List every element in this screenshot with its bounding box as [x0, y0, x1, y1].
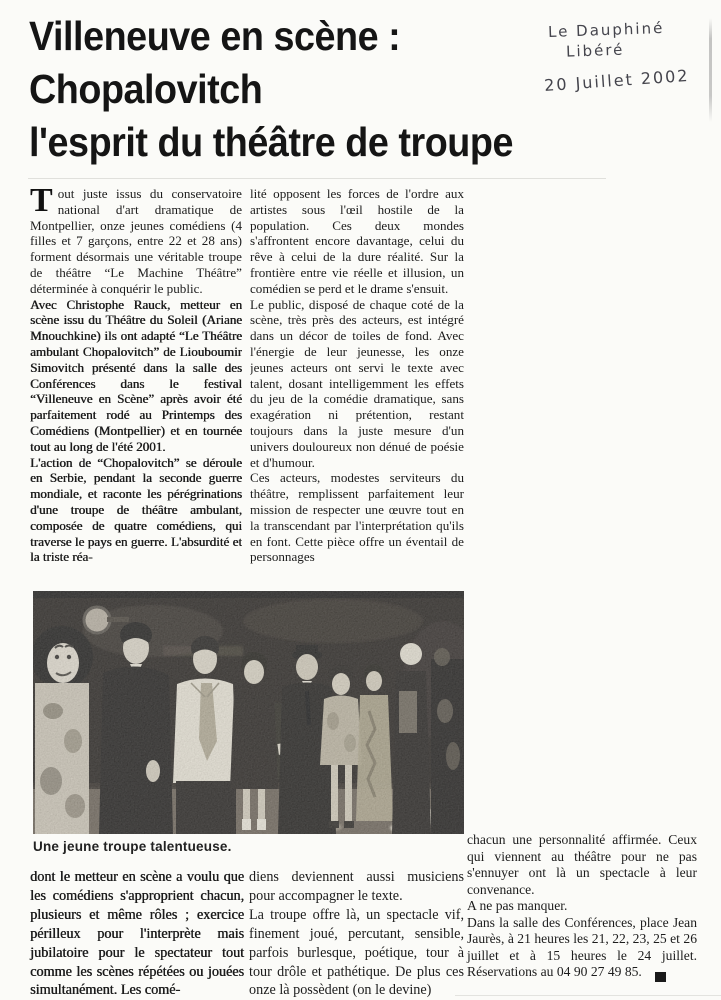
handwritten-date: 20 Juillet 2002: [543, 65, 691, 96]
article-photo: [33, 591, 464, 834]
headline-rule: [28, 178, 606, 179]
publication-name-line2: Libéré: [565, 40, 625, 61]
photo-caption: Une jeune troupe talentueuse.: [33, 839, 232, 854]
article-paragraph: Tout juste issus du conservatoire national d'art dramatique de Montpellier, onze jeunes comédiens (4 filles et 7 garçons, entre 22 et 28 ans) forment désormais une véritable troupe de théâtre “Le Machine Théâtre” déterminée à conquérir le public.: [30, 186, 242, 296]
article-column-2: [250, 186, 464, 594]
article-paragraph: Ces acteurs, modestes serviteurs du théâtre, remplissent parfaitement leur mission de respecter une œuvre tout en la transcendant par l'interprétation qu'ils en font. Cette pièce offre un éventail de personnages: [250, 470, 464, 565]
end-of-article-marker: [655, 972, 666, 982]
article-paragraph: Dans la salle des Conférences, place Jean Jaurès, à 21 heures les 21, 22, 23, 25 et 26 juillet et à 15 heures le 24 juillet. Réservations au 04 90 27 49 85.: [467, 914, 697, 979]
article-paragraph: Avec Christophe Rauck, metteur en scène issu du Théâtre du Soleil (Ariane Mnouchkine) ils ont adapté “Le Théâtre ambulant Chopalovitch” de Liouboumir Simovitch présenté dans la salle des Conférences dans le festival “Villeneuve en Scène” après avoir été parfaitement rodé au Printemps des Comédiens (Montpellier) et en tournée tout au long de l'été 2001.: [30, 296, 242, 454]
headline-line-2: Chopalovitch: [29, 66, 263, 112]
article-paragraph: Le public, disposé de chaque coté de la scène, très près des acteurs, est intégré dans un décor de toiles de fond. Avec l'énergie de leur jeunesse, les onze jeunes acteurs ont servi le texte avec talent, dosant intelligemment les effets du jeu de la comédie dramatique, sans exagération ni prétention, restant toujours dans la juste mesure d'un univers douloureux non dénué de poésie et d'humour.: [250, 296, 464, 470]
article-paragraph: chacun une personnalité affirmée. Ceux qui viennent au théâtre pour ne pas s'ennuyer ont là un spectacle à leur convenance.: [467, 832, 697, 897]
headline-line-1: Villeneuve en scène :: [29, 13, 401, 59]
publication-name-line1: Le Dauphiné: [547, 18, 665, 41]
bottom-column-1: [30, 868, 244, 998]
article-paragraph: lité opposent les forces de l'ordre aux artistes sous l'œil hostile de la population. Ces deux mondes s'affrontent encore davantage, celui du rêve à celui de la dure réalité. Sur la frontière entre vie réelle et illusion, un comédien se perd et le drame s'ensuit.: [250, 186, 464, 296]
article-paragraph: L'action de “Chopalovitch” se déroule en Serbie, pendant la seconde guerre mondiale, et raconte les pérégrinations d'une troupe de théâtre ambulant, composée de quatre comédiens, qui traverse le pays en guerre. L'absurdité et la triste réa-: [30, 454, 242, 565]
article-paragraph: La troupe offre là, un spectacle vif, finement joué, percutant, sensible, parfois burlesque, poétique, tour à tour drôle et pathétique. De plus ces onze là possèdent (on le devine): [249, 906, 464, 999]
article-headline: [29, 10, 618, 169]
photo-grain-overlay: [33, 591, 464, 834]
headline-line-3: l'esprit du théâtre de troupe: [29, 119, 513, 165]
article-paragraph: A ne pas manquer.: [467, 898, 568, 913]
article-paragraph: diens deviennent aussi musiciens pour accompagner le texte.: [249, 869, 464, 904]
article-paragraph: dont le metteur en scène a voulu que les comédiens s'approprient chacun, plusieurs et même rôles ; exercice périlleux pour l'interprète mais jubilatoire pour le spectateur tout comme les scènes répétées ou jouées simultanément. Les comé-: [30, 869, 244, 999]
bottom-column-2: [249, 868, 464, 998]
article-column-1: [30, 186, 242, 594]
